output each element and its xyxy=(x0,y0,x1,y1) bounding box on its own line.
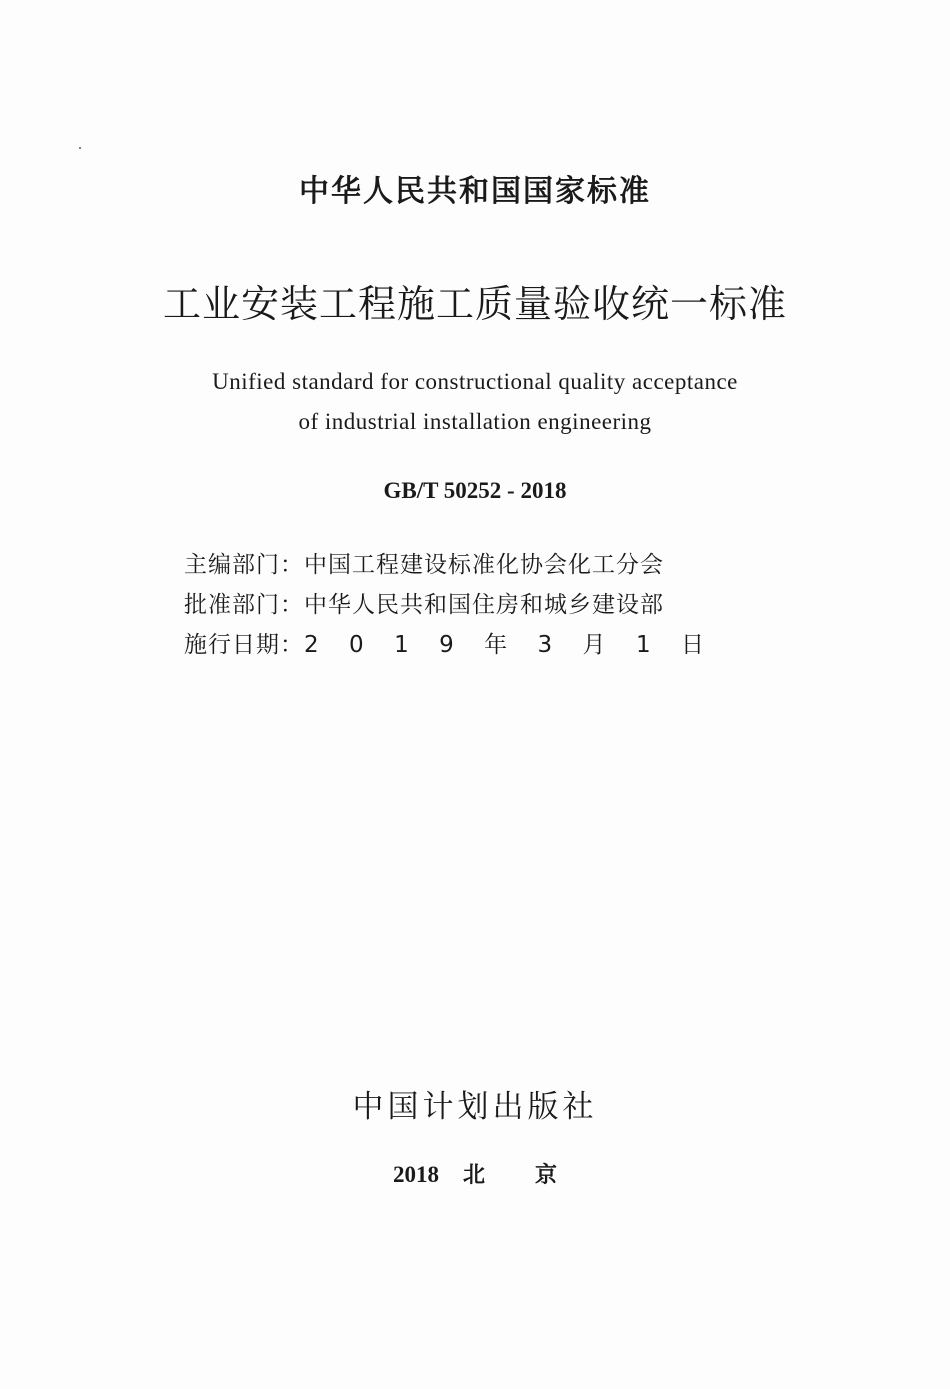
publisher-name: 中国计划出版社 xyxy=(352,1089,598,1125)
standard-code: GB/T 50252 - 2018 xyxy=(383,478,567,503)
national-standard-heading: 中华人民共和国国家标准 xyxy=(299,174,651,209)
date-char: 月 xyxy=(582,632,606,658)
scan-speck xyxy=(79,147,81,149)
date-char: 年 xyxy=(484,632,508,658)
date-char: 日 xyxy=(680,632,704,658)
chief-editor-value: 中国工程建设标准化协会化工分会 xyxy=(304,552,664,578)
publication-city-char-1: 北 xyxy=(462,1163,485,1188)
date-char: 1 xyxy=(635,632,651,658)
publication-city-char-2: 京 xyxy=(535,1163,558,1188)
date-char: 9 xyxy=(439,632,454,658)
standard-title-chinese: 工业安装工程施工质量验收统一标准 xyxy=(162,282,787,326)
chief-editor-label: 主编部门： xyxy=(184,552,304,578)
date-char: 2 xyxy=(304,632,319,658)
publication-year-city xyxy=(0,1158,950,1193)
date-char: 1 xyxy=(394,632,409,658)
approval-row xyxy=(184,585,744,625)
approval-label: 批准部门： xyxy=(184,592,304,618)
chief-editor-row xyxy=(184,545,744,585)
standard-title-english xyxy=(0,362,950,442)
date-char: 0 xyxy=(349,632,364,658)
effective-date-row xyxy=(184,625,744,665)
approval-value: 中华人民共和国住房和城乡建设部 xyxy=(304,592,664,618)
publication-year: 2018 xyxy=(392,1162,439,1187)
english-title-line-2: of industrial installation engineering xyxy=(298,409,652,434)
english-title-line-1: Unified standard for constructional quality acceptance xyxy=(212,369,738,394)
standard-metadata xyxy=(184,545,744,665)
effective-date-label: 施行日期： xyxy=(184,632,304,658)
date-char: 3 xyxy=(537,632,553,658)
effective-date-value xyxy=(304,625,704,665)
